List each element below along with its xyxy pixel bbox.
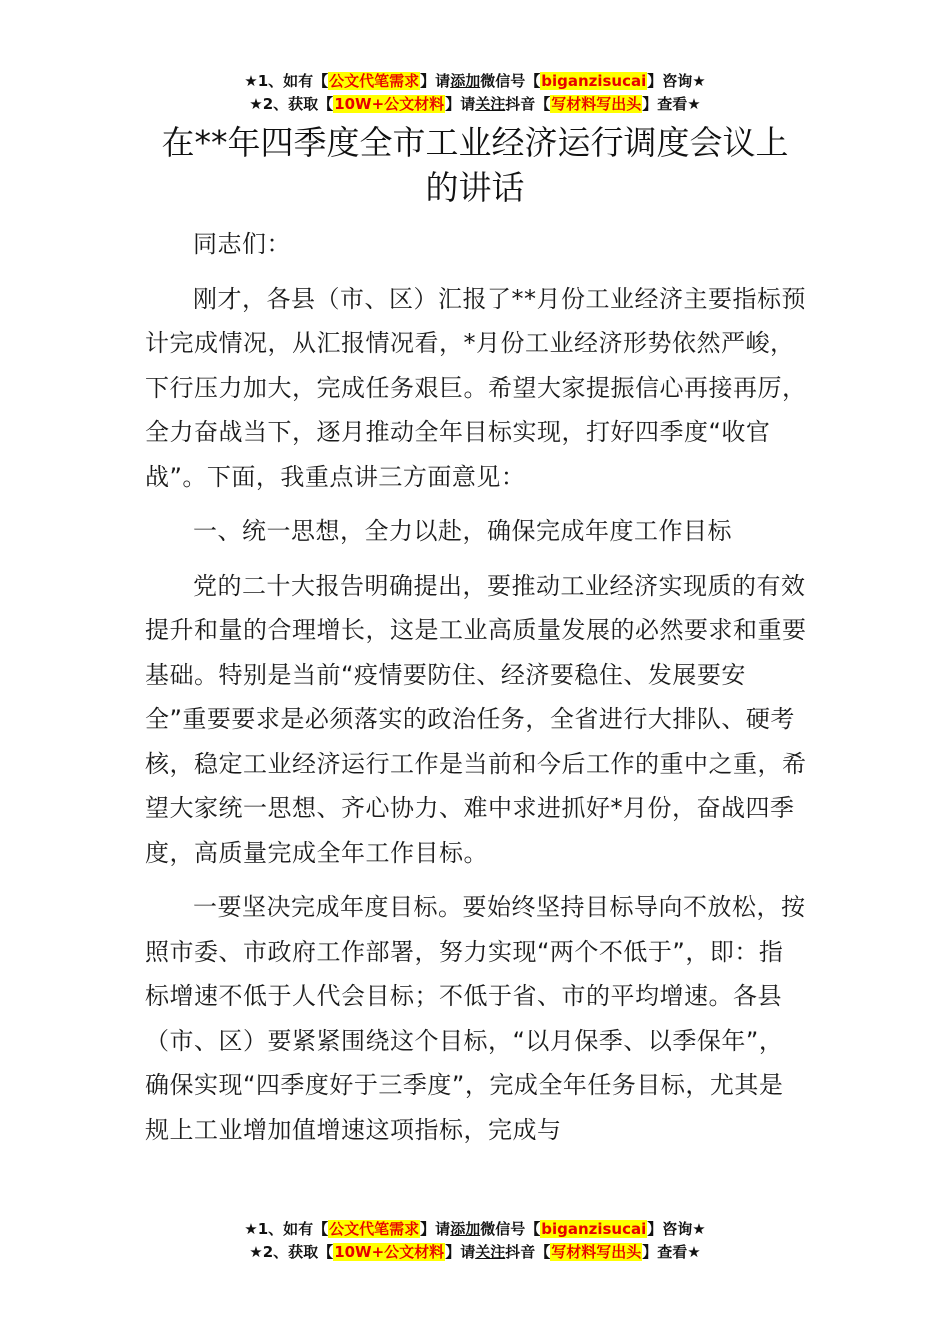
header-promo xyxy=(0,70,950,116)
section-heading: 一、统一思想，全力以赴，确保完成年度工作目标 xyxy=(193,517,732,545)
promo-highlight: 公文代笔需求 xyxy=(329,72,420,90)
document-title xyxy=(145,120,805,210)
promo-line-1: ★1、如有【公文代笔需求】请添加微信号【biganzisucai】咨询★ xyxy=(244,1220,706,1238)
promo-line-1: ★1、如有【公文代笔需求】请添加微信号【biganzisucai】咨询★ xyxy=(244,72,706,90)
promo-highlight: 10W+公文材料 xyxy=(334,1243,445,1261)
paragraph: 党的二十大报告明确提出，要推动工业经济实现质的有效提升和量的合理增长，这是工业高质量发展的必然要求和重要基础。特别是当前“疫情要防住、经济要稳住、发展要安全”重要要求是必须落实的政治任务，全省进行大排队、硬考核，稳定工业经济运行工作是当前和今后工作的重中之重，希望大家统一思想、齐心协力、难中求进抓好*月份，奋战四季度，高质量完成全年工作目标。 xyxy=(145,571,807,867)
promo-line-2: ★2、获取【10W+公文材料】请关注抖音【写材料写出头】查看★ xyxy=(249,1243,701,1261)
promo-wechat-id: biganzisucai xyxy=(541,1220,647,1238)
promo-highlight: 公文代笔需求 xyxy=(329,1220,420,1238)
salutation: 同志们： xyxy=(193,230,291,258)
document-body xyxy=(145,222,807,1162)
promo-douyin-id: 写材料写出头 xyxy=(551,1243,642,1261)
promo-douyin-id: 写材料写出头 xyxy=(551,95,642,113)
title-line-2: 的讲话 xyxy=(425,168,525,207)
title-line-1: 在**年四季度全市工业经济运行调度会议上 xyxy=(161,123,789,162)
promo-line-2: ★2、获取【10W+公文材料】请关注抖音【写材料写出头】查看★ xyxy=(249,95,701,113)
paragraph: 一要坚决完成年度目标。要始终坚持目标导向不放松，按照市委、市政府工作部署，努力实现“两个不低于”，即：指标增速不低于人代会目标；不低于省、市的平均增速。各县（市、区）要紧紧围绕这个目标，“以月保季、以季保年”，确保实现“四季度好于三季度”，完成全年任务目标，尤其是规上工业增加值增速这项指标，完成与 xyxy=(145,893,806,1144)
promo-wechat-id: biganzisucai xyxy=(541,72,647,90)
paragraph: 刚才，各县（市、区）汇报了**月份工业经济主要指标预计完成情况，从汇报情况看，*月份工业经济形势依然严峻，下行压力加大，完成任务艰巨。希望大家提振信心再接再厉，全力奋战当下，逐月推动全年目标实现，打好四季度“收官战”。下面，我重点讲三方面意见： xyxy=(145,284,807,491)
footer-promo xyxy=(0,1218,950,1264)
promo-highlight: 10W+公文材料 xyxy=(334,95,445,113)
